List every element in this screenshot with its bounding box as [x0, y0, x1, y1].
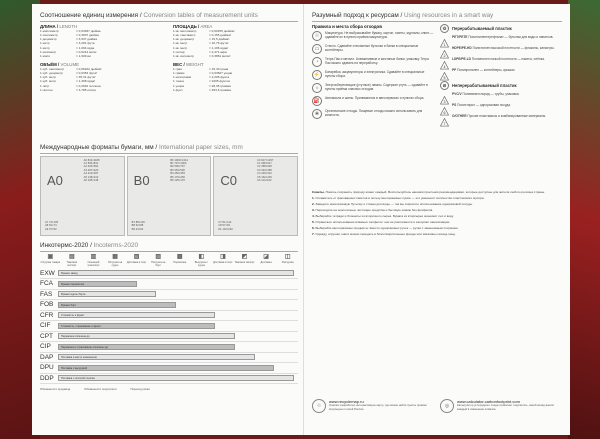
plastic-text: LDPE/PE-LD Полиэтилен низкой плотности — пакеты, плёнка. [452, 56, 545, 61]
stage-icon: ◩ [241, 253, 248, 260]
paper-size: B5 176×250 [170, 175, 185, 179]
incoterm-bar: Перевозка и страхование оплачены до [58, 344, 235, 350]
conversion-block [173, 62, 298, 93]
paper-size-list [170, 159, 208, 183]
paper-size: A3 297×420 [83, 168, 99, 172]
stage-icon: ▩ [176, 253, 183, 260]
conversion-unit: 1 дециметр [40, 37, 57, 42]
incoterm-bar: Франко завод [58, 270, 294, 276]
incoterm-code: CIF [40, 322, 51, 330]
conversion-unit: 1 километр [40, 49, 57, 54]
conversion-value: = 28,35 грамма [209, 83, 231, 88]
conversion-value: = 1,196 ярда² [209, 45, 229, 50]
plastic-item [440, 67, 562, 80]
plastic-item [440, 45, 562, 58]
conversion-value: = 2,205 фунта [209, 75, 230, 80]
plastic-heading: ♲ Перерабатываемый пластик [440, 24, 562, 33]
recycling-triangle-icon [440, 57, 449, 69]
paper-size: B0 1000×1414 [170, 158, 188, 162]
stage-label: Доставка [260, 260, 272, 264]
svg-text:2: 2 [443, 53, 446, 58]
rule-item [312, 109, 434, 119]
paper-size-sublist [132, 221, 145, 232]
paper-size: B4 250×353 [170, 172, 185, 176]
conversion-unit: 1 унция [173, 83, 185, 88]
rule-item [312, 96, 434, 106]
stage-label: Погрузка на судно [107, 260, 123, 267]
conversion-value: = 0,155 дюйма² [209, 32, 231, 37]
conversion-value: = 1,609 км [76, 54, 91, 59]
tip-number: 3. [312, 208, 315, 212]
left-page [32, 4, 304, 435]
footer-desc: Гринпис разработал интерактивную карту, где можно найти пункты приёма вторсырья по всей России. [329, 403, 427, 411]
conversion-unit: 1 кв. сантиметр [173, 32, 196, 37]
conversion-row [173, 54, 298, 58]
footer-link-block [312, 399, 434, 413]
paper-size: C8 57×81 [218, 224, 231, 228]
paper-series-label: C0 [220, 172, 237, 188]
stage-label: Разгрузка [281, 260, 294, 264]
rule-icon: ⚡ [313, 71, 321, 78]
plastic-item [440, 34, 562, 47]
paper-size: A2 420×594 [83, 165, 99, 169]
stage-icon: ◪ [263, 253, 269, 260]
conversion-unit: 1 кв. метр [173, 41, 188, 46]
tip-number: 6. [312, 226, 315, 230]
conversion-block-label: ОБЪЁМ / VOLUME [40, 61, 80, 67]
paper-size: C7 81×114 [218, 220, 232, 224]
tip-item: 3. Переходите на экологичные чистящие средства и бытовую химию без фосфатов. [312, 208, 434, 212]
conversion-value: = 0,03527 унции [209, 70, 233, 75]
paper-size: B2 500×707 [170, 165, 185, 169]
conversion-unit: 1 метр [40, 41, 50, 46]
paper-size: C1 648×917 [257, 161, 272, 165]
paper-series [213, 156, 298, 236]
plastic-name: PP [452, 67, 457, 72]
footer-logo-icon: ♲ [312, 399, 326, 413]
paper-size: DL 110×220 [218, 227, 233, 231]
stage-icon: ▥ [90, 253, 97, 260]
rule-text: Энергосберегающие (ртутные) лампы. Содержат ртуть — сдавайте в пункты приёма опасных отходов. [325, 82, 428, 91]
conversion-title: Соотношение единиц измерения / Conversion tables of measurement units [40, 12, 298, 22]
svg-text:6: 6 [443, 110, 446, 115]
paper-title: Международные форматы бумаги, мм / International paper sizes, mm [40, 144, 298, 154]
incoterm-stage [277, 254, 298, 267]
stage-label: Доставка в порт [126, 260, 147, 264]
conversion-block-label: ПЛОЩАДЬ / AREA [173, 23, 213, 29]
conversion-unit: 1 гран [173, 66, 182, 71]
incoterms-icons [40, 254, 298, 267]
footer-url[interactable]: www.recyclemap.ru [329, 399, 364, 404]
incoterm-stage [105, 254, 126, 267]
incoterm-stage [62, 254, 83, 267]
incoterm-bar: Поставка с выгрузкой [58, 365, 274, 371]
plastic-name: LDPE/PE-LD [452, 56, 471, 61]
stage-label: Таможня импорт [234, 260, 255, 264]
conversion-value: = 3,937 дюйма [76, 37, 97, 42]
conversion-value: = 15,43 грана [209, 66, 229, 71]
tips-intro: Советы. Помочь сохранить природу может каждый. Воспользуйтесь нашими простыми рекомендациями, которые доступны для жителя любого региона страны. [312, 190, 545, 194]
conversion-value: = 10,76 фута² [209, 41, 229, 46]
paper-size: C4 229×324 [257, 172, 272, 176]
incoterm-code: FOB [40, 301, 54, 309]
incoterm-row [40, 290, 298, 301]
stage-label: Перевозка [173, 260, 187, 264]
no-recycle-icon: ⊘ [440, 81, 449, 90]
incoterm-bar: Перевозка оплачена до [58, 333, 235, 339]
paper-section [40, 144, 298, 236]
incoterm-row [40, 321, 298, 332]
conversion-block-label-en: AREA [200, 23, 213, 29]
rule-icon: ◔ [312, 57, 322, 67]
nonplastic-list [440, 91, 562, 126]
conversion-unit: 1 фунт [173, 88, 183, 93]
background-flowers-right [568, 0, 600, 439]
plastic-column [440, 24, 562, 125]
stage-label: Основной транспорт [87, 260, 100, 267]
conversion-block-label: ДЛИНА / LENGTH [40, 23, 78, 29]
conversion-block [40, 62, 165, 93]
tips-list [312, 196, 562, 236]
conversion-unit: 1 гектар [173, 49, 185, 54]
footer-link-block [440, 399, 562, 413]
conversion-unit: 1 сантиметр [40, 32, 58, 37]
resources-section [312, 12, 562, 125]
incoterm-row [40, 353, 298, 364]
recycling-triangle-icon [440, 68, 449, 80]
recycling-triangle-icon [440, 92, 449, 104]
plastic-text: PP Полипропилен — контейнеры, крышки. [452, 67, 516, 72]
plastic-text: PS Полистирол — одноразовая посуда. [452, 102, 511, 107]
incoterm-bar: Франко перевозчик [58, 281, 137, 287]
conversion-unit: 1 кв. метр [173, 45, 188, 50]
stage-icon: ▣ [47, 253, 54, 260]
incoterm-row [40, 269, 298, 280]
conversion-section [40, 12, 298, 92]
conversion-value: = 3,281 фута [76, 41, 95, 46]
rule-text: Тетра Пак и металл. Алюминиевые и жестяные банки, упаковку Тетра Пак можно сдавать на переработку. [325, 56, 429, 65]
paper-size: A5 148×210 [83, 175, 99, 179]
stage-icon: ◫ [284, 253, 291, 260]
conversion-block-label: ВЕС / WEIGHT [173, 61, 204, 67]
stage-label: Отгрузка товара [40, 260, 61, 264]
rule-item [312, 70, 434, 80]
conversion-unit: 1 галлон [40, 88, 53, 93]
plastic-item [440, 91, 562, 104]
conversion-value: = 2205 фунтов [209, 79, 230, 84]
footer-desc: Калькулятор углеродного следа позволяет подсчитать, какой вклад вносит каждый в изменение климата. [457, 403, 555, 411]
plastic-list [440, 34, 562, 80]
incoterm-code: CPT [40, 332, 53, 340]
incoterm-bar: Стоимость, страхование и фрахт [58, 323, 215, 329]
legend-item: Обязанности покупателя [84, 387, 117, 391]
paper-series-label: A0 [47, 172, 63, 188]
tip-number: 1. [312, 196, 315, 200]
paper-size: A9 37×52 [45, 227, 57, 231]
incoterm-stage [234, 254, 255, 267]
recycling-triangle-icon [440, 103, 449, 115]
incoterm-code: DPU [40, 364, 54, 372]
conversion-unit: 1 миля [40, 54, 50, 59]
tips-section [312, 190, 562, 238]
tip-number: 2. [312, 202, 315, 206]
conversion-unit: 1 литр [40, 83, 50, 88]
tip-item: 6. Выбирайте многоразовые предметы: вместо одноразовых ручек — ручки с заменяемым стержнем. [312, 226, 459, 230]
rules-heading: Правила и места сбора отходов [312, 23, 382, 29]
incoterm-code: DDP [40, 374, 54, 382]
conversion-unit: 1 куб. дециметр [40, 70, 63, 75]
plastic-text: PET/PETE Полиэтилентерефталат — бутылки для воды и напитков. [452, 34, 554, 39]
paper-size-sublist [218, 221, 232, 232]
rules-list [312, 31, 434, 119]
incoterms-section [40, 242, 298, 391]
conversion-unit: 1 куб. метр [40, 79, 56, 84]
incoterm-stage [148, 254, 169, 267]
stage-icon: ▤ [69, 253, 75, 260]
nonplastic-heading: ⊘ Неперерабатываемый пластик [440, 81, 562, 90]
stage-icon: ◧ [198, 253, 205, 260]
stage-icon: ▨ [155, 253, 162, 260]
conversion-value: = 0,3861 мили² [209, 54, 231, 59]
paper-series-label: B0 [133, 172, 150, 188]
conversion-block-label-en: VOLUME [60, 61, 80, 67]
conversion-row [173, 88, 298, 92]
conversion-value: = 0,6214 мили [76, 49, 97, 54]
paper-size-list [84, 159, 122, 183]
incoterm-code: DAP [40, 353, 54, 361]
recycling-triangle-icon [440, 114, 449, 126]
conversion-value: = 0,0353 фута³ [76, 70, 98, 75]
conversion-row [40, 88, 165, 92]
conversion-unit: 1 килограмм [173, 75, 192, 80]
conversion-value: = 0,03937 дюйма [76, 28, 101, 33]
incoterm-bar: Поставка в месте назначения [58, 354, 255, 360]
paper-size-list [257, 159, 295, 183]
paper-series [127, 156, 212, 236]
tip-item: 1. Откажитесь от фасованных пакетов в пользу многоразовых сумок — это уменьшит количество пластикового мусора. [312, 196, 485, 200]
incoterm-row [40, 332, 298, 343]
incoterm-row [40, 342, 298, 353]
paper-size: A1 594×841 [83, 161, 99, 165]
conversion-unit: 1 кв. дециметр [173, 37, 195, 42]
conversion-block [40, 24, 165, 59]
paper-size: B7 88×125 [131, 220, 145, 224]
incoterm-code: CIP [40, 343, 51, 351]
tip-item: 5. Ограничьте использование влажных салфеток: они не разлагаются и засоряют канализацию. [312, 220, 451, 224]
paper-size: B3 353×500 [170, 168, 185, 172]
incoterm-stage [126, 254, 147, 267]
incoterms-legend [40, 387, 298, 391]
plastic-item [440, 56, 562, 69]
conversion-unit: 1 куб. метр [40, 75, 56, 80]
svg-text:4: 4 [443, 64, 446, 69]
rule-item [312, 83, 434, 93]
plastic-name: PET/PETE [452, 34, 468, 39]
paper-size: B6 125×176 [170, 178, 185, 182]
rule-text: Батарейки, аккумуляторы и электроника. Сдавайте в специальные пункты сбора. [325, 69, 425, 78]
incoterm-stage [191, 254, 212, 267]
plastic-text: PVC/V Поливинилхлорид — трубы, упаковка. [452, 91, 520, 96]
conversion-value: = 15,5 дюйма² [209, 37, 230, 42]
paper-size: C6 114×162 [257, 178, 272, 182]
paper-size-sublist [45, 221, 58, 232]
incoterm-row [40, 374, 298, 385]
rules-column [312, 24, 434, 125]
conversion-value: = 453,6 грамма [209, 88, 231, 93]
conversion-value: = 0,2642 галлона [76, 83, 101, 88]
incoterm-bar: Поставка с оплатой пошлин [58, 375, 294, 381]
stage-label: Таможня экспорт [66, 260, 78, 267]
conversion-value: = 3,785 литра [76, 88, 96, 93]
tip-item: 4. Выбирайте тетради и блокноты из вторичного сырья. Бумага из вторсырья экономит лес и воду. [312, 214, 454, 218]
conversion-row [40, 54, 165, 58]
paper-size: B8 62×88 [131, 224, 144, 228]
incoterm-stage [169, 254, 190, 267]
svg-text:3: 3 [443, 99, 446, 104]
conversion-block-label-en: LENGTH [59, 23, 78, 29]
conversion-value: = 0,3937 дюйма [76, 32, 99, 37]
plastic-name: PVC/V [452, 91, 462, 96]
paper-series [40, 156, 125, 236]
incoterm-bar: Стоимость и фрахт [58, 312, 215, 318]
rule-icon: ❀ [312, 109, 322, 119]
incoterm-code: CFR [40, 311, 54, 319]
legend-item: Переход риска [130, 387, 150, 391]
conversion-block-label-en: WEIGHT [185, 61, 204, 67]
plastic-name: O/OTHER [452, 113, 467, 118]
paper-size: A6 105×148 [83, 178, 99, 182]
tip-item: 2. Заведите многоразовую бутылку и стакан для воды — так вы сократите использование одноразовой посуды. [312, 202, 473, 206]
paper-size: A0 841×1189 [83, 158, 100, 162]
conversion-unit: 1 грамм [173, 70, 185, 75]
right-page [304, 4, 570, 435]
conversion-value: = 1,308 ярда³ [76, 79, 96, 84]
plastic-text: O/OTHER Прочие пластмассы и комбинированные материалы. [452, 113, 547, 118]
incoterm-stage [40, 254, 61, 267]
plastic-name: PS [452, 102, 457, 107]
conversion-value: = 0,00155 дюйма² [209, 28, 235, 33]
paper-size: C2 458×648 [257, 165, 272, 169]
footer-text [457, 399, 562, 413]
paper-size: C0 917×1297 [257, 158, 274, 162]
tip-item: 7. Одежду, игрушки, книги можно передать в благотворительные фонды или магазины секонд-хенд. [312, 232, 456, 236]
rule-icon: ▭ [312, 44, 322, 54]
recycle-icon: ♲ [440, 24, 449, 33]
conversion-value: = 0,06102 дюйма³ [76, 66, 102, 71]
conversion-grid [40, 24, 298, 93]
stage-icon: ◨ [220, 253, 226, 260]
footer-logo-icon: ◎ [440, 399, 454, 413]
stage-icon: ▦ [112, 253, 118, 260]
rule-text: Стекло. Сдавайте стеклянные бутылки и банки в специальные контейнеры. [325, 43, 419, 52]
svg-text:1: 1 [443, 42, 446, 47]
rule-text: Автомасла и шины. Принимаются в автосервисах и пунктах сбора. [325, 95, 425, 100]
recycling-triangle-icon [440, 35, 449, 47]
conversion-unit: 1 миллиметр [40, 28, 59, 33]
stage-label: Выгрузка с судна [194, 260, 208, 267]
incoterm-row [40, 363, 298, 374]
paper-size: C5 162×229 [257, 175, 272, 179]
tip-number: 4. [312, 214, 315, 218]
recycling-triangle-icon [440, 46, 449, 58]
conversion-value: = 1,094 ярда [76, 45, 95, 50]
incoterm-code: EXW [40, 269, 55, 277]
paper-size: A8 52×74 [45, 224, 57, 228]
conversion-unit: 1 кв. миллиметр [173, 28, 197, 33]
incoterm-bar: Франко борт [58, 302, 176, 308]
incoterms-title: Инкотермс-2020 / Incoterms-2020 [40, 242, 298, 252]
plastic-item [440, 102, 562, 115]
paper-size: A7 74×105 [45, 220, 59, 224]
stage-label: Доставка в порт [213, 260, 233, 264]
rule-text: Органические отходы. Пищевые отходы можно использовать для компоста. [325, 108, 423, 117]
rule-icon: ☼ [312, 83, 322, 93]
footer-links [312, 399, 562, 413]
footer-url[interactable]: www.calculator.carbonfootprint.com [457, 399, 520, 404]
conversion-unit: 1 кв. километр [173, 54, 194, 59]
plastic-name: HDPE/PE-HD [452, 45, 472, 50]
incoterm-code: FCA [40, 280, 53, 288]
resources-title: Разумный подход к ресурсам / Using resources in a smart way [312, 12, 562, 22]
incoterm-row [40, 279, 298, 290]
paper-size: A4 210×297 [83, 172, 99, 176]
paper-formats [40, 156, 298, 236]
rule-item [312, 57, 434, 67]
svg-text:5: 5 [443, 75, 446, 80]
paper-size: B9 44×62 [131, 227, 144, 231]
rule-text: Макулатура. Не выбрасывайте бумагу, картон, газеты, журналы, книги — сдавайте их в пункты приёма макулатуры. [325, 30, 434, 39]
rule-icon: ♲ [312, 31, 322, 41]
incoterms-table [40, 269, 298, 385]
conversion-unit: 1 куб. сантиметр [40, 66, 65, 71]
incoterm-bar: Франко вдоль борта [58, 291, 156, 297]
plastic-item [440, 113, 562, 126]
incoterm-row [40, 311, 298, 322]
paper-size: C3 324×458 [257, 168, 272, 172]
tip-number: 7. [312, 232, 315, 236]
incoterm-stage [213, 254, 234, 267]
stage-icon: ▧ [133, 253, 140, 260]
conversion-value: = 2,471 акра [209, 49, 227, 54]
conversion-block [173, 24, 298, 59]
incoterm-stage [256, 254, 277, 267]
conversion-value: = 35,31 фута³ [76, 75, 96, 80]
plastic-text: HDPE/PE-HD Полиэтилен высокой плотности — флаконы, канистры. [452, 45, 555, 50]
tip-number: 5. [312, 220, 315, 224]
stage-label: Погрузка на борт [150, 260, 166, 267]
conversion-unit: 1 метр [40, 45, 50, 50]
svg-text:7: 7 [443, 121, 446, 126]
rule-item [312, 44, 434, 54]
incoterm-code: FAS [40, 290, 53, 298]
rule-item [312, 31, 434, 41]
incoterm-row [40, 300, 298, 311]
rule-icon: ⛽ [313, 97, 321, 104]
paper-size: B1 707×1000 [170, 161, 187, 165]
legend-item: Обязанности продавца [40, 387, 71, 391]
conversion-unit: 1 тонна [173, 79, 184, 84]
footer-text [329, 399, 434, 413]
incoterm-stage [83, 254, 104, 267]
